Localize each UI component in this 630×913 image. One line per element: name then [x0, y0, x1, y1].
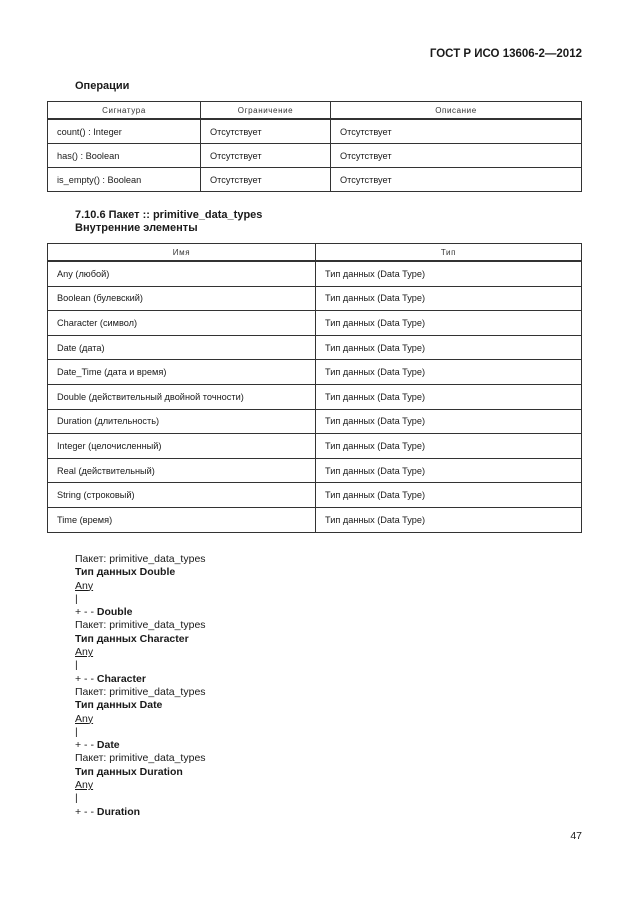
hierarchy-connector: |: [75, 659, 78, 672]
operation-row: [48, 168, 582, 192]
child-type-name: Date: [96, 739, 120, 752]
element-row: [48, 483, 582, 508]
column-header-signature: Сигнатура: [48, 102, 201, 120]
element-row: [48, 384, 582, 409]
operation-constraint: Отсутствует: [201, 144, 331, 168]
operation-row: [48, 144, 582, 168]
parent-type-link: Any: [75, 712, 94, 725]
hierarchy-connector: |: [75, 592, 78, 605]
parent-type-link: Any: [75, 646, 94, 659]
hierarchy-connector: |: [75, 792, 78, 805]
element-name: Date (дата): [48, 335, 316, 360]
type-title: Тип данных Character: [75, 632, 189, 645]
child-type-line: [75, 606, 206, 619]
element-type: Тип данных (Data Type): [316, 458, 582, 483]
parent-type-link: Any: [75, 779, 94, 792]
child-type-line: [75, 673, 206, 686]
standard-code-header: ГОСТ Р ИСО 13606-2—2012: [429, 48, 582, 60]
element-type: Тип данных (Data Type): [316, 409, 582, 434]
element-row: [48, 507, 582, 532]
element-type: Тип данных (Data Type): [316, 434, 582, 459]
operation-signature: has() : Boolean: [48, 144, 201, 168]
page-number: 47: [570, 830, 582, 842]
element-row: [48, 360, 582, 385]
operation-description: Отсутствует: [331, 168, 582, 192]
element-type: Тип данных (Data Type): [316, 360, 582, 385]
child-type-name: Double: [96, 606, 133, 619]
child-prefix: + - -: [75, 805, 94, 818]
element-name: Boolean (булевский): [48, 286, 316, 311]
operation-signature: count() : Integer: [48, 119, 201, 144]
element-name: Duration (длительность): [48, 409, 316, 434]
element-name: Character (символ): [48, 311, 316, 336]
operations-heading: Операции: [75, 80, 130, 92]
element-type: Тип данных (Data Type): [316, 384, 582, 409]
elements-table: [47, 243, 582, 533]
child-type-name: Duration: [96, 805, 141, 818]
column-header-constraint: Ограничение: [201, 102, 331, 120]
package-line: Пакет: primitive_data_types: [75, 619, 206, 632]
element-name: Double (действительный двойной точности): [48, 384, 316, 409]
child-prefix: + - -: [75, 739, 94, 752]
element-type: Тип данных (Data Type): [316, 335, 582, 360]
hierarchy-connector: |: [75, 725, 78, 738]
package-line: Пакет: primitive_data_types: [75, 553, 206, 565]
element-type: Тип данных (Data Type): [316, 286, 582, 311]
element-name: Any (любой): [48, 261, 316, 286]
type-title: Тип данных Double: [75, 566, 176, 579]
elements-header-row: [48, 244, 582, 262]
child-type-line: [75, 806, 206, 819]
section-heading: 7.10.6 Пакет :: primitive_data_types: [75, 209, 263, 221]
element-name: String (строковый): [48, 483, 316, 508]
element-type: Тип данных (Data Type): [316, 483, 582, 508]
parent-type-link: Any: [75, 579, 94, 592]
element-type: Тип данных (Data Type): [316, 311, 582, 336]
operations-header-row: [48, 102, 582, 120]
element-name: Real (действительный): [48, 458, 316, 483]
element-row: [48, 335, 582, 360]
operation-signature: is_empty() : Boolean: [48, 168, 201, 192]
element-row: [48, 286, 582, 311]
element-name: Integer (целочисленный): [48, 434, 316, 459]
type-title: Тип данных Date: [75, 699, 163, 712]
operation-constraint: Отсутствует: [201, 168, 331, 192]
child-type-line: [75, 739, 206, 752]
section-subheading: Внутренние элементы: [75, 222, 198, 234]
element-type: Тип данных (Data Type): [316, 507, 582, 532]
child-prefix: + - -: [75, 672, 94, 685]
operation-row: [48, 119, 582, 144]
element-row: [48, 409, 582, 434]
child-type-name: Character: [96, 672, 146, 685]
element-name: Date_Time (дата и время): [48, 360, 316, 385]
column-header-name: Имя: [48, 244, 316, 262]
operation-constraint: Отсутствует: [201, 119, 331, 144]
operation-description: Отсутствует: [331, 119, 582, 144]
child-prefix: + - -: [75, 606, 94, 619]
element-name: Time (время): [48, 507, 316, 532]
element-row: [48, 458, 582, 483]
column-header-type: Тип: [316, 244, 582, 262]
package-line: Пакет: primitive_data_types: [75, 752, 206, 765]
type-title: Тип данных Duration: [75, 765, 183, 778]
operation-description: Отсутствует: [331, 144, 582, 168]
element-row: [48, 261, 582, 286]
element-row: [48, 311, 582, 336]
element-type: Тип данных (Data Type): [316, 261, 582, 286]
package-line: Пакет: primitive_data_types: [75, 685, 206, 698]
column-header-description: Описание: [331, 102, 582, 120]
type-definitions: [75, 553, 206, 819]
element-row: [48, 434, 582, 459]
operations-table: [47, 101, 582, 192]
